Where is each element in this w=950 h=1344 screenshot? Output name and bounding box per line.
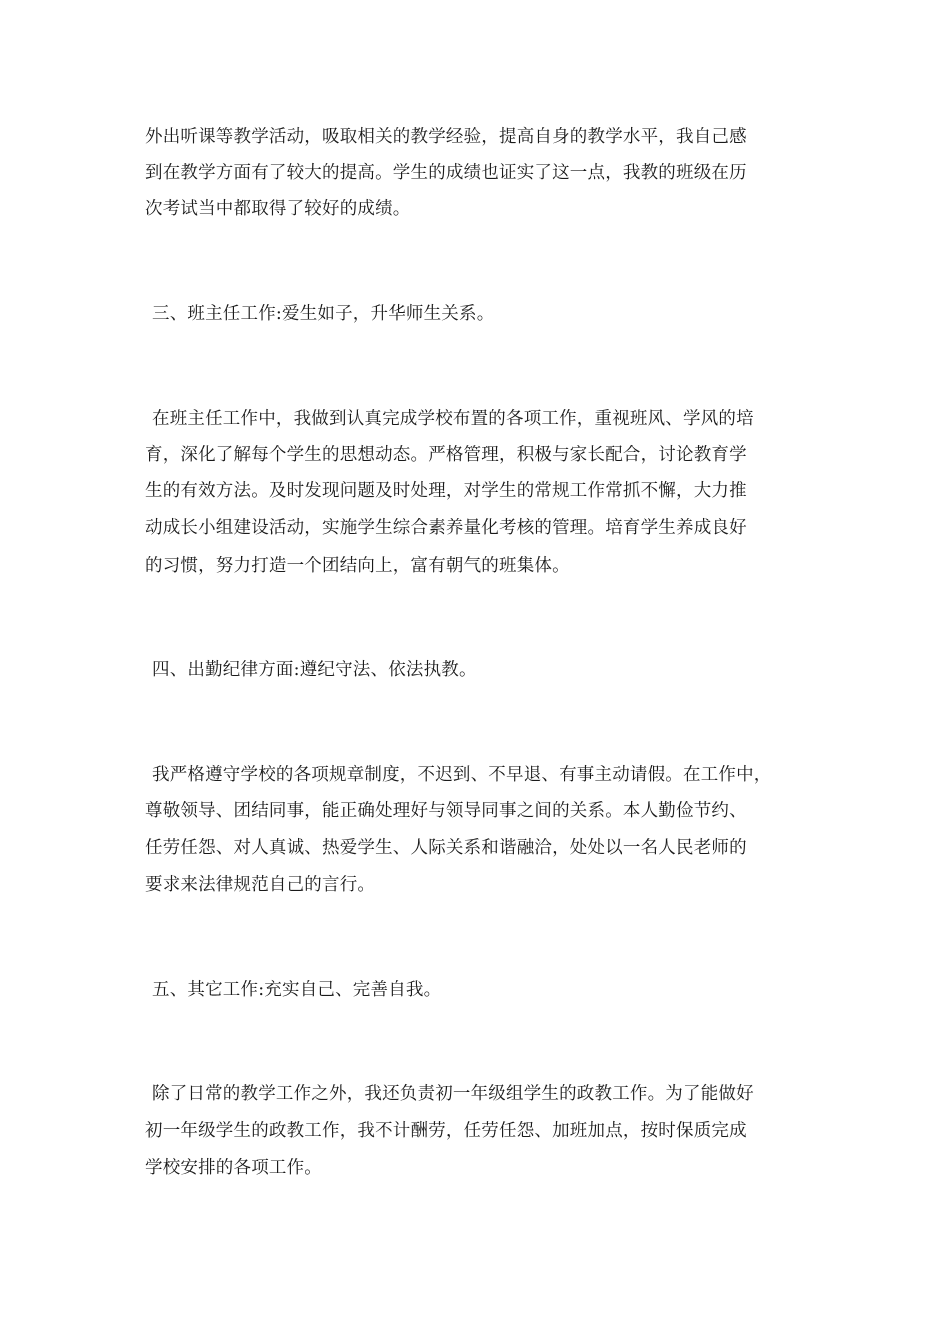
paragraph-line: 任劳任怨、对人真诚、热爱学生、人际关系和谐融洽，处处以一名人民老师的 [145,838,747,858]
paragraph-line: 除了日常的教学工作之外，我还负责初一年级组学生的政教工作。为了能做好 [152,1084,754,1104]
section-heading: 四、出勤纪律方面:遵纪守法、依法执教。 [152,660,477,680]
section-heading: 五、其它工作:充实自己、完善自我。 [152,980,442,1000]
paragraph-line: 要求来法律规范自己的言行。 [145,875,376,895]
paragraph-line: 到在教学方面有了较大的提高。学生的成绩也证实了这一点，我教的班级在历 [145,163,747,183]
paragraph-line: 次考试当中都取得了较好的成绩。 [145,199,411,219]
paragraph-line: 初一年级学生的政教工作，我不计酬劳，任劳任怨、加班加点，按时保质完成 [145,1121,747,1141]
section-heading: 三、班主任工作:爱生如子，升华师生关系。 [152,304,495,324]
paragraph-line: 尊敬领导、团结同事，能正确处理好与领导同事之间的关系。本人勤俭节约、 [145,801,747,821]
paragraph-line: 育，深化了解每个学生的思想动态。严格管理，积极与家长配合，讨论教育学 [145,445,747,465]
paragraph-line: 动成长小组建设活动，实施学生综合素养量化考核的管理。培育学生养成良好 [145,518,747,538]
paragraph-line: 学校安排的各项工作。 [145,1158,322,1178]
paragraph-line: 生的有效方法。及时发现问题及时处理，对学生的常规工作常抓不懈，大力推 [145,481,747,501]
paragraph-line: 外出听课等教学活动，吸取相关的教学经验，提高自身的教学水平，我自己感 [145,127,747,147]
paragraph-line: 的习惯，努力打造一个团结向上，富有朝气的班集体。 [145,556,570,576]
paragraph-line: 在班主任工作中，我做到认真完成学校布置的各项工作，重视班风、学风的培 [152,409,754,429]
paragraph-line: 我严格遵守学校的各项规章制度，不迟到、不早退、有事主动请假。在工作中， [152,765,772,785]
